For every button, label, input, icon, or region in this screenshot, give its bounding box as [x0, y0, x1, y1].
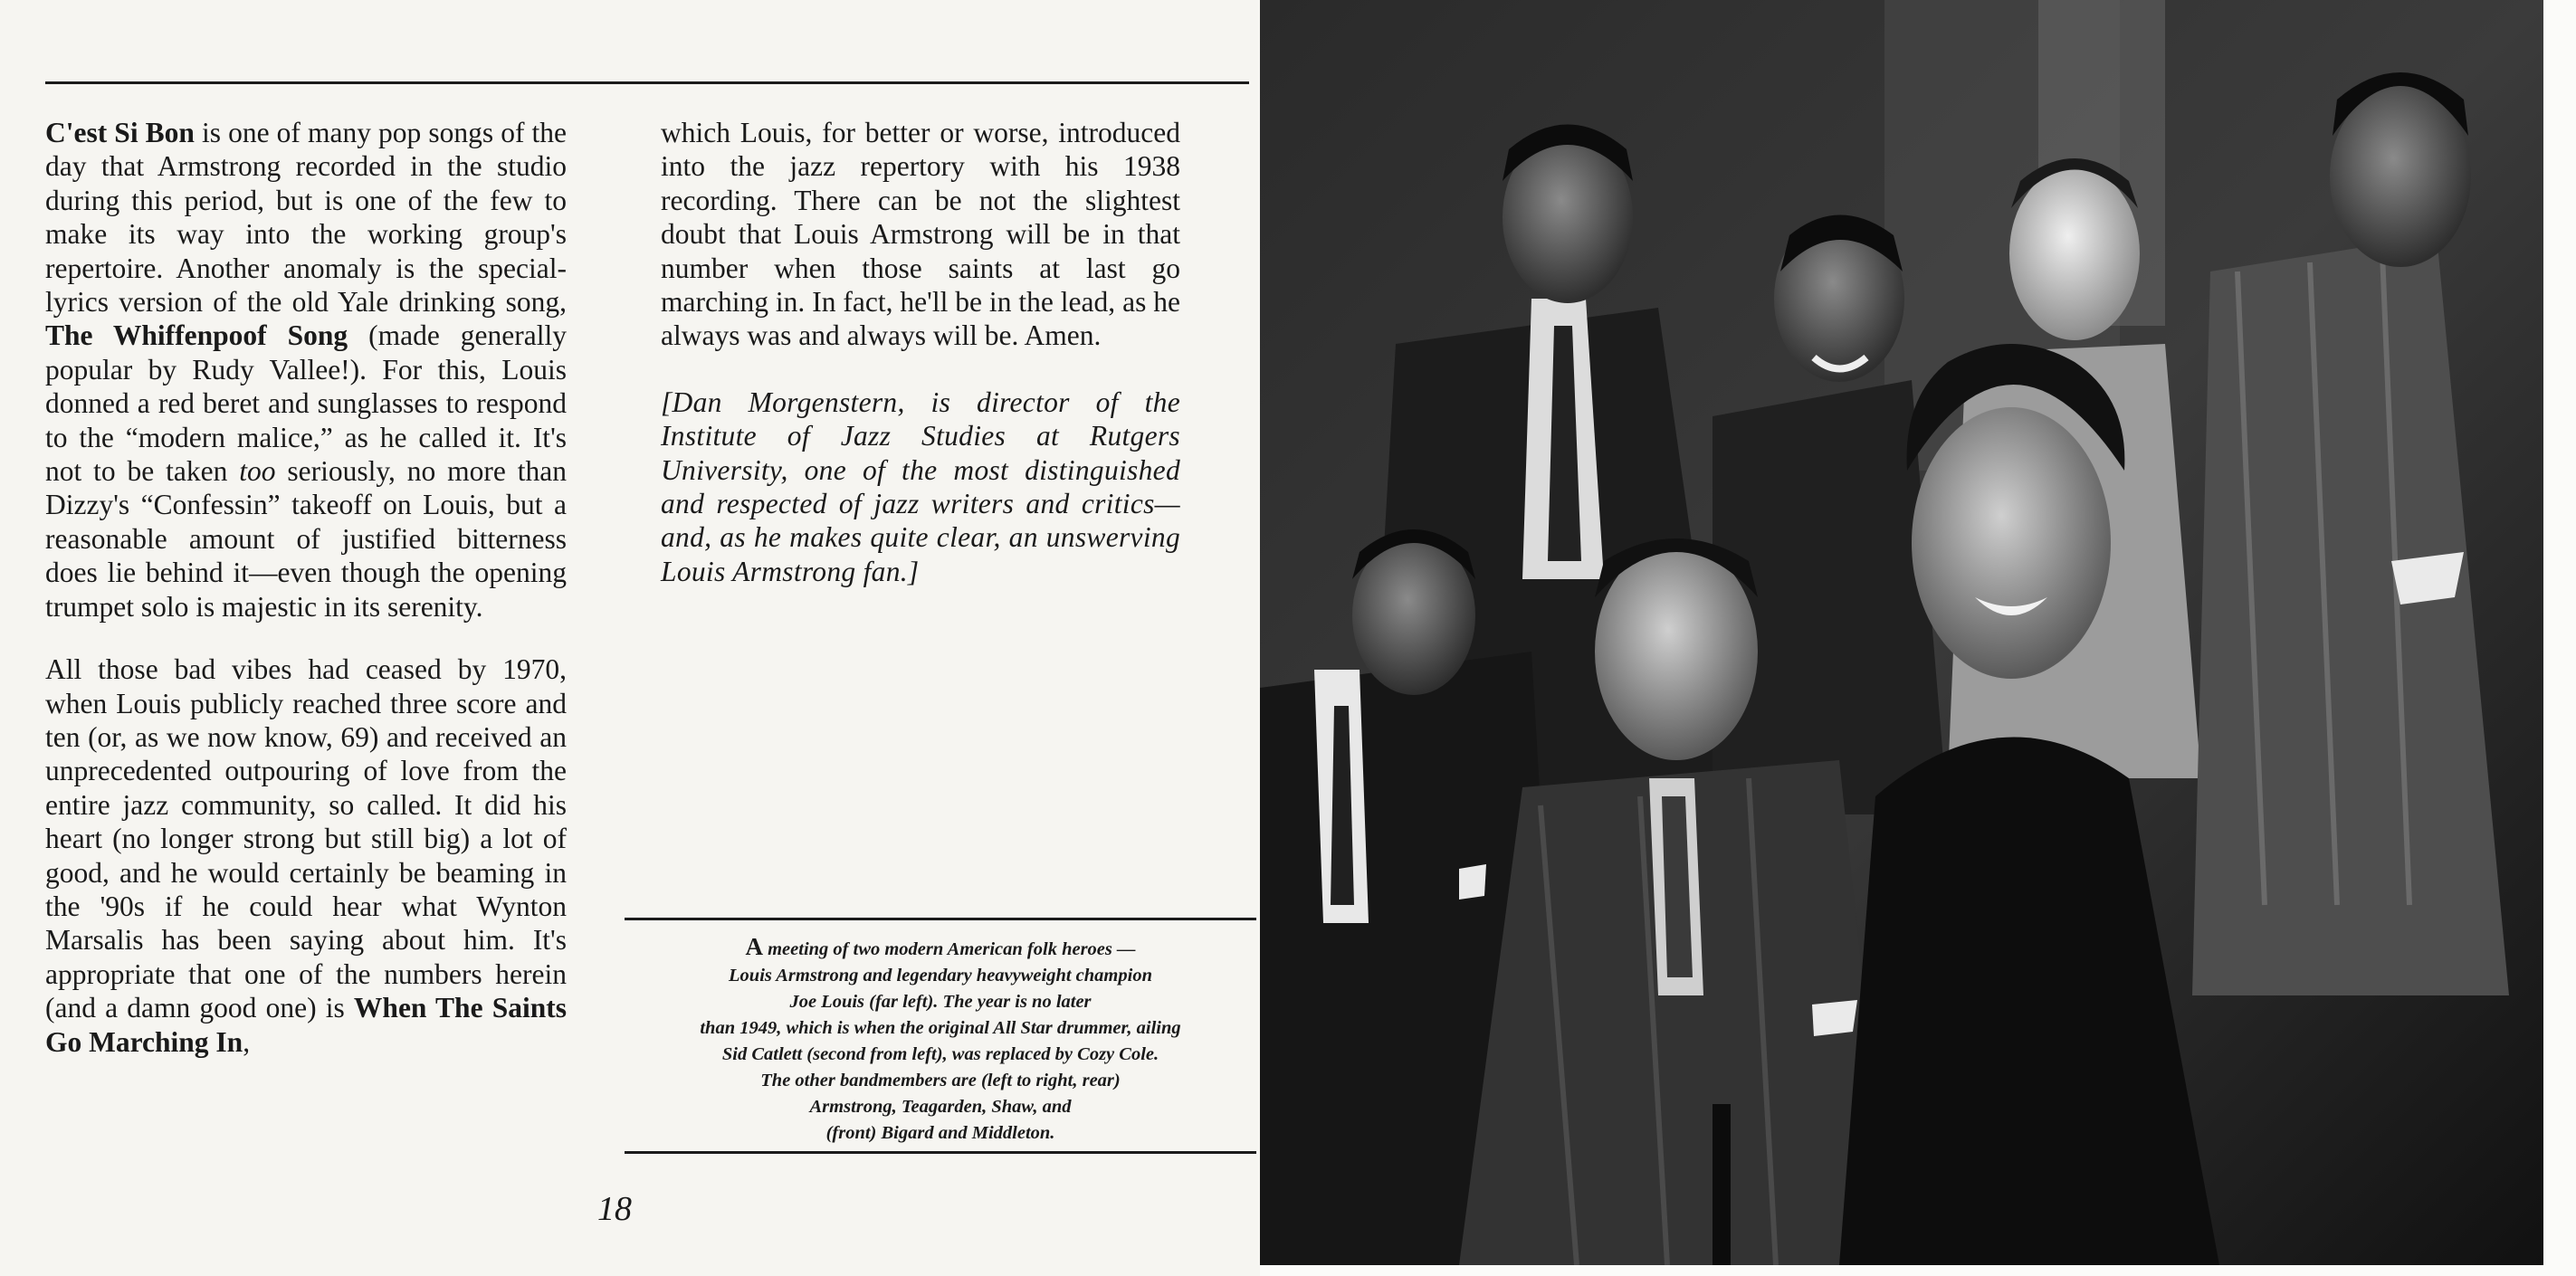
- caption-line: A meeting of two modern American folk heroes —: [745, 933, 1136, 960]
- caption-line: The other bandmembers are (left to right, rear): [760, 1071, 1121, 1090]
- caption-line: Armstrong, Teagarden, Shaw, and: [809, 1097, 1072, 1117]
- paragraph-saints-continued: which Louis, for better or worse, introduced into the jazz repertory with his 1938 recording. There can be not the slightest doubt that Louis Armstrong will be in that number when those saints at last go marching in. In fact, he'll be in the lead, as he always was and always will be. Amen.: [661, 117, 1180, 352]
- caption-rule-top: [625, 918, 1256, 920]
- paragraph-cest-si-bon: C'est Si Bon is one of many pop songs of the day that Armstrong recorded in the studio during this period, but is one of the few to make its way into the working group's repertoire. Another anomaly is the special-lyrics version of the old Yale drinking song, The Whiffenpoof Song (made generally popular by Rudy Vallee!). For this, Louis donned a red beret and sunglasses to respond to the “modern malice,” as he called it. It's not to be taken too seriously, no more than Dizzy's “Confessin” takeoff on Louis, but a reasonable amount of justified bitterness does lie behind it—even though the opening trumpet solo is majestic in its serenity.: [45, 117, 567, 623]
- right-text-column: [661, 116, 1180, 588]
- author-note: [Dan Morgenstern, is director of the Institute of Jazz Studies at Rutgers University, one of the most distinguished and respected of jazz writers and critics—and, as he makes quite clear, an unswerving Louis Armstrong fan.]: [661, 386, 1180, 587]
- left-text-column: [45, 116, 567, 1059]
- song-title-saints: When The Saints Go Marching In: [45, 992, 568, 1058]
- caption-line: Joe Louis (far left). The year is no later: [789, 992, 1092, 1012]
- caption-initial: A: [745, 933, 763, 960]
- top-rule: [45, 81, 1249, 84]
- caption-line: than 1949, which is when the original All Star drummer, ailing: [700, 1018, 1181, 1038]
- photo-caption: [625, 934, 1256, 1147]
- black-and-white-photograph: [1260, 0, 2543, 1265]
- caption-line: Louis Armstrong and legendary heavyweight champion: [729, 966, 1152, 986]
- page-number: 18: [597, 1190, 632, 1228]
- photo-illustration: [1260, 0, 2543, 1265]
- song-title-cest-si-bon: C'est Si Bon: [45, 117, 195, 148]
- caption-line: (front) Bigard and Middleton.: [825, 1123, 1055, 1143]
- caption-rule-bottom: [625, 1151, 1256, 1154]
- paragraph-bad-vibes: All those bad vibes had ceased by 1970, when Louis publicly reached three score and ten (or, as we now know, 69) and received an unprecedented outpouring of love from the entire jazz community, so called. It did his heart (no longer strong but still big) a lot of good, and he would certainly be beaming in the '90s if he could hear what Wynton Marsalis has been saying about him. It's appropriate that one of the numbers herein (and a damn good one) is When The Saints Go Marching In,: [45, 653, 568, 1058]
- song-title-whiffenpoof: The Whiffenpoof Song: [45, 319, 348, 352]
- caption-line: Sid Catlett (second from left), was replaced by Cozy Cole.: [721, 1044, 1159, 1064]
